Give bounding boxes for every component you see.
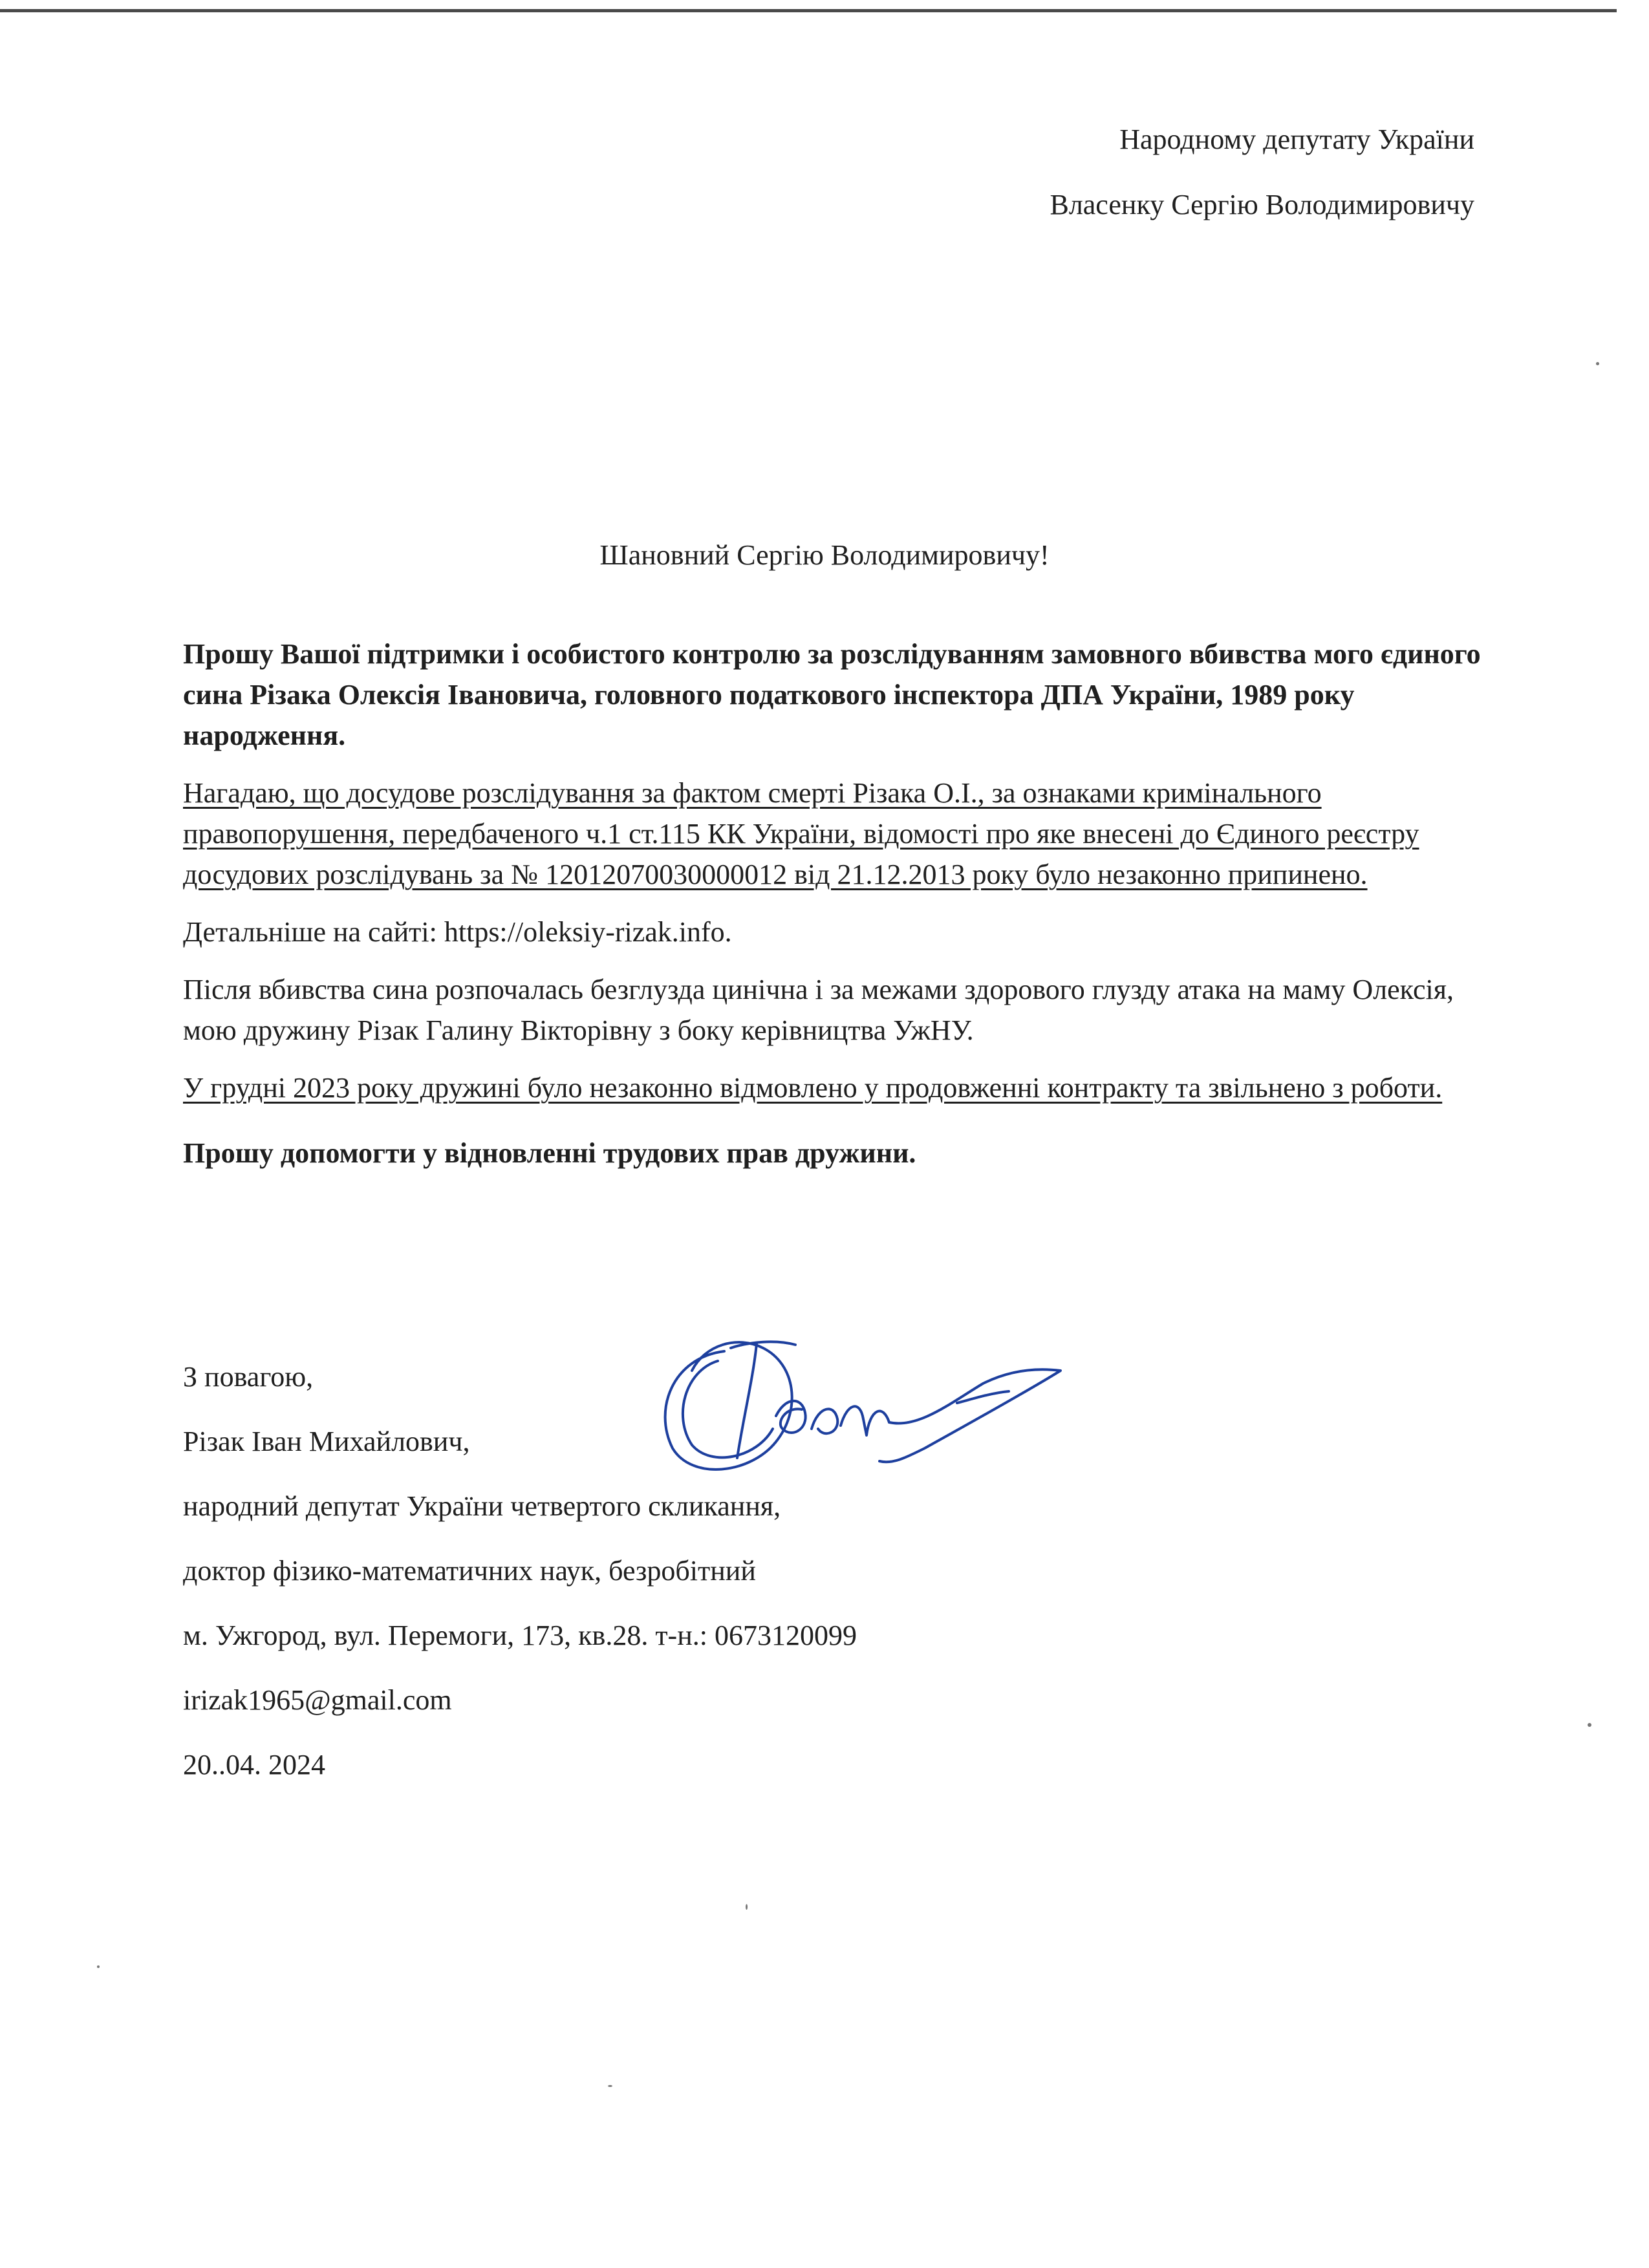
dismissal-paragraph	[183, 1067, 1483, 1108]
scan-speck	[1596, 362, 1599, 365]
addressee-line-2: Власенку Сергію Володимировичу	[1050, 188, 1474, 220]
dismissal-text: У грудні 2023 року дружині було незаконно відмовлено у продовженні контракту та звільнено з роботи.	[183, 1072, 1443, 1104]
attack-paragraph: Після вбивства сина розпочалась безглузда цинічна і за межами здорового глузду атака на маму Олексія, мою дружину Різак Галину Вікторівну з боку керівництва УжНУ.	[183, 974, 1454, 1046]
scan-speck	[608, 2085, 612, 2087]
addressee-block	[1050, 123, 1474, 253]
reminder-paragraph	[183, 773, 1483, 895]
signer-name: Різак Іван Михайлович,	[183, 1426, 470, 1457]
signer-title: народний депутат України четвертого скликання,	[183, 1490, 781, 1522]
scan-speck	[1588, 1723, 1591, 1727]
reminder-text: Нагадаю, що досудове розслідування за фактом смерті Різака О.І., за ознаками кримінального правопорушення, передбаченого ч.1 ст.115 КК України, відомості про яке внесені до Єдиного реєстру досудових розслідувань за № 12012070030000012 від 21.12.2013 року було незаконно припинено.	[183, 777, 1419, 890]
letter-body	[183, 634, 1483, 1190]
handwritten-signature	[647, 1332, 1073, 1481]
letter-date: 20..04. 2024	[183, 1749, 325, 1781]
request-paragraph: Прошу Вашої підтримки і особистого контролю за розслідуванням замовного вбивства мого єдиного сина Різака Олексія Івановича, головного податкового інспектора ДПА України, 1989 року народження.	[183, 638, 1481, 751]
scan-top-edge	[0, 9, 1617, 12]
addressee-line-1: Народному депутату України	[1119, 123, 1474, 155]
scan-speck	[746, 1904, 748, 1910]
signer-email: irizak1965@gmail.com	[183, 1684, 452, 1716]
closing-request-paragraph: Прошу допомогти у відновленні трудових прав дружини.	[183, 1137, 916, 1169]
regards: З повагою,	[183, 1361, 314, 1393]
website-paragraph: Детальніше на сайті: https://oleksiy-rizak.info.	[183, 916, 732, 948]
salutation: Шановний Сергію Володимировичу!	[599, 539, 1050, 571]
signer-degree: доктор фізико-математичних наук, безробітний	[183, 1555, 756, 1587]
signer-address: м. Ужгород, вул. Перемоги, 173, кв.28. т-н.: 0673120099	[183, 1620, 857, 1651]
scan-speck	[97, 1965, 100, 1968]
